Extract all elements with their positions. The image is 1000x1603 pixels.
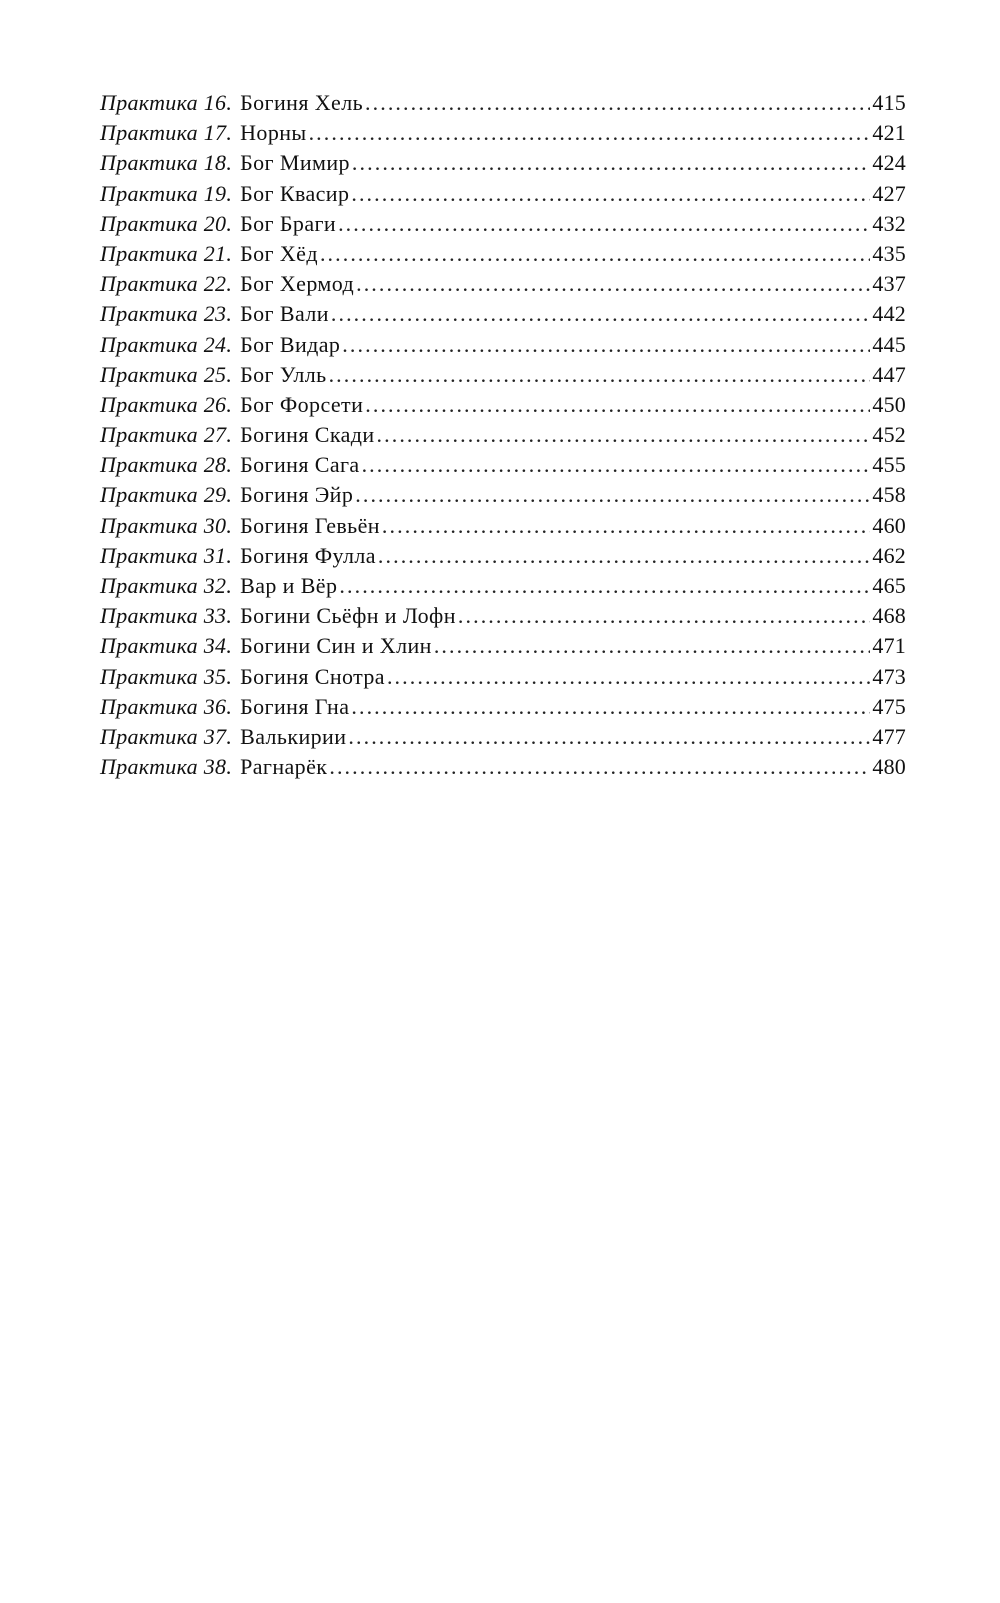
toc-entry <box>100 480 906 510</box>
practice-number: Практика 19. <box>100 180 233 206</box>
practice-number: Практика 33. <box>100 603 233 629</box>
dot-leader <box>329 360 871 390</box>
toc-entry <box>100 722 906 752</box>
page-number: 480 <box>872 754 906 780</box>
page-number: 477 <box>872 723 906 749</box>
toc-entry <box>100 148 906 178</box>
page-number: 471 <box>872 633 906 659</box>
dot-leader <box>331 299 871 329</box>
dot-leader <box>387 662 870 692</box>
dot-leader <box>351 179 870 209</box>
entry-title: Бог Хермод <box>240 271 355 297</box>
toc-entry <box>100 601 906 631</box>
toc-entry <box>100 752 906 782</box>
dot-leader <box>458 601 871 631</box>
dot-leader <box>434 631 871 661</box>
table-of-contents <box>100 88 906 782</box>
page-number: 427 <box>872 180 906 206</box>
practice-number: Практика 18. <box>100 150 233 176</box>
page-number: 475 <box>872 693 906 719</box>
dot-leader <box>365 390 870 420</box>
dot-leader <box>362 450 871 480</box>
practice-number: Практика 25. <box>100 361 233 387</box>
entry-title: Валькирии <box>240 723 347 749</box>
entry-title: Богиня Снотра <box>240 663 385 689</box>
page-number: 415 <box>872 90 906 115</box>
practice-number: Практика 27. <box>100 422 233 448</box>
entry-title: Бог Улль <box>240 361 327 387</box>
practice-number: Практика 26. <box>100 391 233 417</box>
page-number: 432 <box>872 210 906 236</box>
practice-number: Практика 34. <box>100 633 233 659</box>
entry-title: Вар и Вёр <box>240 573 338 598</box>
toc-entry <box>100 88 906 118</box>
page-number: 445 <box>872 331 906 357</box>
page-number: 447 <box>872 361 906 387</box>
page-number: 455 <box>872 452 906 478</box>
page-number: 437 <box>872 271 906 297</box>
practice-number: Практика 32. <box>100 573 233 598</box>
practice-number: Практика 23. <box>100 301 233 327</box>
page-number: 468 <box>872 603 906 629</box>
entry-title: Бог Браги <box>240 210 337 236</box>
toc-entry <box>100 692 906 722</box>
dot-leader <box>342 330 870 360</box>
dot-leader <box>339 571 870 601</box>
page-number: 452 <box>872 422 906 448</box>
practice-number: Практика 36. <box>100 693 233 719</box>
toc-entry <box>100 662 906 692</box>
practice-number: Практика 24. <box>100 331 233 357</box>
practice-number: Практика 30. <box>100 512 233 538</box>
toc-entry <box>100 511 906 541</box>
dot-leader <box>338 209 870 239</box>
toc-entry <box>100 360 906 390</box>
dot-leader <box>309 118 871 148</box>
dot-leader <box>348 722 870 752</box>
dot-leader <box>382 511 870 541</box>
practice-number: Практика 22. <box>100 271 233 297</box>
toc-entry <box>100 631 906 661</box>
entry-title: Богиня Скади <box>240 422 375 448</box>
page-number: 473 <box>872 663 906 689</box>
entry-title: Бог Вали <box>240 301 329 327</box>
practice-number: Практика 29. <box>100 482 233 508</box>
practice-number: Практика 35. <box>100 663 233 689</box>
toc-entry <box>100 239 906 269</box>
toc-entry <box>100 450 906 480</box>
entry-title: Богиня Хель <box>240 90 364 115</box>
page-number: 424 <box>872 150 906 176</box>
page-number: 460 <box>872 512 906 538</box>
entry-title: Богиня Фулла <box>240 542 376 568</box>
entry-title: Бог Хёд <box>240 240 318 266</box>
toc-entry <box>100 541 906 571</box>
entry-title: Бог Форсети <box>240 391 364 417</box>
page-number: 462 <box>872 542 906 568</box>
entry-title: Бог Мимир <box>240 150 350 176</box>
dot-leader <box>365 88 870 118</box>
practice-number: Практика 31. <box>100 542 233 568</box>
dot-leader <box>356 269 870 299</box>
entry-title: Бог Видар <box>240 331 341 357</box>
dot-leader <box>377 420 871 450</box>
entry-title: Богиня Сага <box>240 452 360 478</box>
toc-entry <box>100 269 906 299</box>
practice-number: Практика 21. <box>100 240 233 266</box>
page-number: 442 <box>872 301 906 327</box>
entry-title: Норны <box>240 120 307 146</box>
toc-entry <box>100 209 906 239</box>
page-number: 465 <box>872 573 906 598</box>
entry-title: Богини Син и Хлин <box>240 633 432 659</box>
toc-entry <box>100 571 906 601</box>
page-number: 421 <box>872 120 906 146</box>
dot-leader <box>352 148 870 178</box>
entry-title: Богиня Гна <box>240 693 350 719</box>
page-number: 450 <box>872 391 906 417</box>
entry-title: Богиня Гевьён <box>240 512 380 538</box>
toc-entry <box>100 330 906 360</box>
entry-title: Бог Квасир <box>240 180 350 206</box>
practice-number: Практика 17. <box>100 120 233 146</box>
toc-entry <box>100 420 906 450</box>
toc-entry <box>100 179 906 209</box>
dot-leader <box>355 480 870 510</box>
practice-number: Практика 28. <box>100 452 233 478</box>
practice-number: Практика 16. <box>100 90 233 115</box>
page-number: 435 <box>872 240 906 266</box>
toc-entry <box>100 299 906 329</box>
dot-leader <box>351 692 870 722</box>
page-number: 458 <box>872 482 906 508</box>
toc-entry <box>100 390 906 420</box>
practice-number: Практика 37. <box>100 723 233 749</box>
toc-entry <box>100 118 906 148</box>
entry-title: Богини Сьёфн и Лофн <box>240 603 456 629</box>
entry-title: Богиня Эйр <box>240 482 354 508</box>
dot-leader <box>329 752 870 782</box>
dot-leader <box>378 541 871 571</box>
practice-number: Практика 20. <box>100 210 233 236</box>
dot-leader <box>320 239 870 269</box>
practice-number: Практика 38. <box>100 754 233 780</box>
entry-title: Рагнарёк <box>240 754 328 780</box>
